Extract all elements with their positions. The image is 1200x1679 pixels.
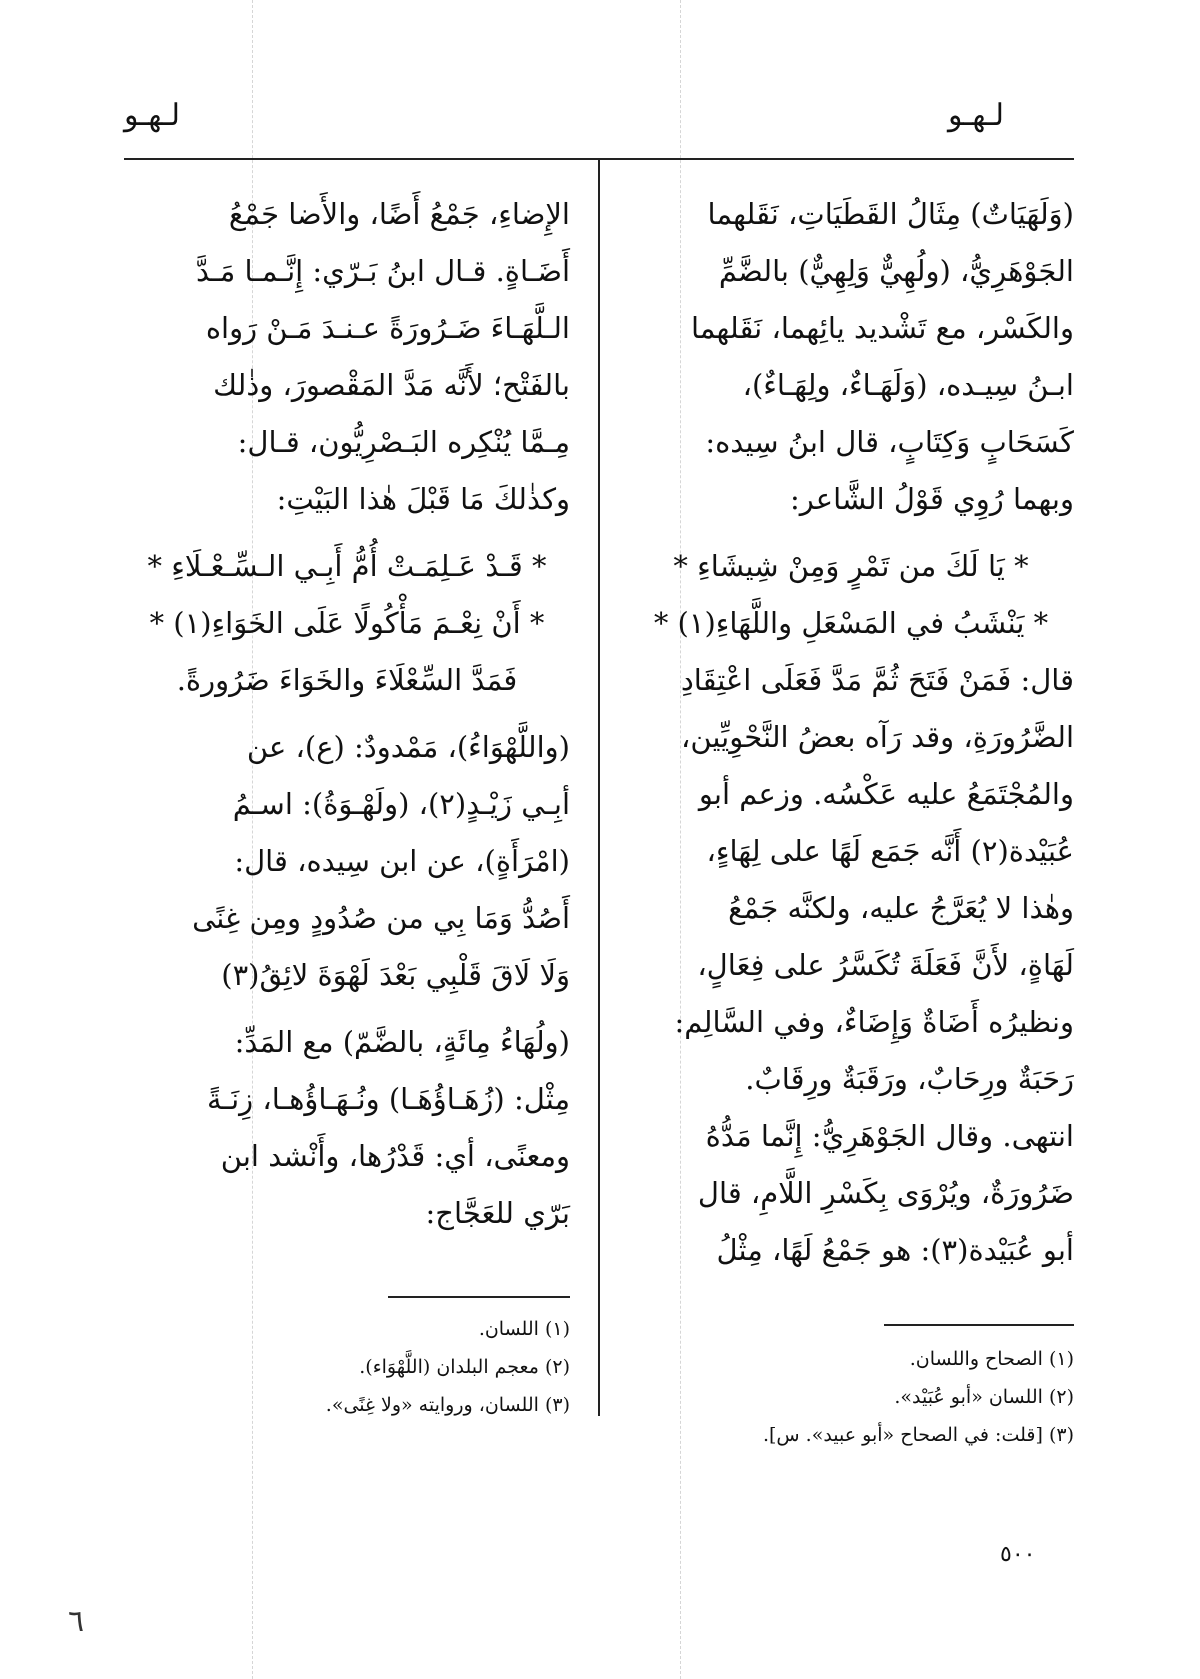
text-line: وبهما رُوِي قَوْلُ الشَّاعر: bbox=[790, 482, 1074, 516]
footnotes-right bbox=[628, 1340, 1074, 1454]
footnotes-left bbox=[124, 1310, 570, 1424]
text-line: مِثْل: (زُهَـاؤُهَـا) ونُـهَـاؤُهـا، زِنَـةً bbox=[207, 1082, 570, 1116]
text-line: بَرّي للعَجَّاج: bbox=[425, 1196, 570, 1230]
footnote: (٣) [قلت: في الصحاح «أبو عبيد». س]. bbox=[762, 1424, 1074, 1446]
page-number: ٥٠٠ bbox=[1000, 1542, 1036, 1567]
text-line: أبِـي زَيْـدٍ(٢)، (ولَهْـوَةُ): اسـمُ bbox=[232, 787, 570, 821]
verse-line: * يَا لَكَ من تَمْرٍ وَمِنْ شِيشَاءِ * bbox=[673, 549, 1029, 583]
text-line: مِـمَّا يُنْكِره البَـصْرِيُّون، قـال: bbox=[237, 425, 570, 459]
text-line: والكَسْر، مع تَشْديد يائِهما، نَقَلهما bbox=[690, 311, 1074, 345]
text-line: ابـنُ سِيـده، (وَلَهَـاءٌ، ولِهَـاءٌ)، bbox=[742, 368, 1074, 402]
text-line: ومعنًى، أي: قَدْرُها، وأَنْشد ابن bbox=[220, 1139, 570, 1173]
text-line: (ولُهَاءُ مِائَةٍ، بالضَّمّ) مع المَدِّ: bbox=[234, 1025, 570, 1059]
text-line: انتهى. وقال الجَوْهَرِيُّ: إِنَّما مَدُّهُ bbox=[705, 1119, 1074, 1153]
text-line: الجَوْهَرِيُّ، (ولُهِيٌّ وَلِهِيٌّ) بالضَّمِّ bbox=[718, 254, 1074, 288]
footnote: (٣) اللسان، وروايته «ولا غِنًى». bbox=[325, 1394, 570, 1416]
footnote: (٢) اللسان «أبو عُبَيْد». bbox=[894, 1386, 1074, 1408]
text-line: الـلَّهَـاءَ ضَـرُورَةً عـنـدَ مَـنْ رَواه bbox=[205, 311, 570, 345]
footnote-rule-right bbox=[884, 1324, 1074, 1326]
running-header-left: لـهـو bbox=[124, 98, 181, 133]
text-line: الإِضاءِ، جَمْعُ أَضًا، والأَضا جَمْعُ bbox=[228, 197, 570, 231]
text-line: رَحَبَةٌ ورِحَابٌ، ورَقَبَةٌ ورِقَابٌ. bbox=[745, 1062, 1074, 1096]
column-divider bbox=[598, 158, 600, 1416]
text-line: أبو عُبَيْدة(٣): هو جَمْعُ لَهًا، مِثْلُ bbox=[716, 1233, 1074, 1267]
text-line: أَضَـاةٍ. قـال ابنُ بَـرّي: إِنَّـمـا مَـدَّ bbox=[196, 254, 570, 288]
footnote-rule-left bbox=[388, 1296, 570, 1298]
footnote: (٢) معجم البلدان (اللَّهْوَاء). bbox=[359, 1356, 570, 1378]
verse-line: * قَـدْ عَـلِمَـتْ أُمُّ أَبِـي الـسِّـعْـلَاءِ * bbox=[147, 549, 547, 583]
left-column bbox=[124, 186, 570, 1242]
text-line: والمُجْتَمَعُ عليه عَكْسُه. وزعم أبو bbox=[698, 777, 1074, 811]
text-line: (امْرَأَةٍ)، عن ابن سِيده، قال: bbox=[234, 844, 570, 878]
text-line: ونظيرُه أَضَاةٌ وَإِضَاءٌ، وفي السَّالِم: bbox=[674, 1005, 1074, 1039]
text-line: كَسَحَابٍ وَكِتَابٍ، قال ابنُ سِيده: bbox=[705, 425, 1074, 459]
verse-line: * أَنْ نِعْـمَ مَأْكُولًا عَلَى الخَوَاءِ(١) * bbox=[149, 606, 545, 640]
poem-line: وَلَا لَاقَ قَلْبِي بَعْدَ لَهْوَةَ لائِقُ(٣) bbox=[221, 958, 570, 992]
right-column bbox=[628, 186, 1074, 1279]
text-line: عُبَيْدة(٢) أَنَّه جَمَع لَهًا على لِهَاءٍ، bbox=[706, 834, 1074, 868]
footnote: (١) الصحاح واللسان. bbox=[909, 1348, 1074, 1370]
text-line: بالفَتْح؛ لأَنَّه مَدَّ المَقْصورَ، وذٰلك bbox=[213, 368, 570, 402]
footnote: (١) اللسان. bbox=[478, 1318, 570, 1340]
text-line: وكذٰلكَ مَا قَبْلَ هٰذا البَيْتِ: bbox=[276, 482, 570, 516]
running-header-right: لـهـو bbox=[948, 98, 1005, 133]
text-line: فَمَدَّ السِّعْلَاءَ والخَوَاءَ ضَرُورةً. bbox=[176, 663, 518, 697]
text-line: قال: فَمَنْ فَتَحَ ثُمَّ مَدَّ فَعَلَى اعْتِقَادِ bbox=[680, 663, 1074, 697]
margin-mark: ٦ bbox=[68, 1604, 85, 1639]
text-line: (وَلَهَيَاتٌ) مِثَالُ القَطَيَاتِ، نَقَلهما bbox=[707, 197, 1074, 231]
text-line: ضَرُورَةٌ، ويُرْوَى بِكَسْرِ اللَّامِ، قال bbox=[697, 1176, 1074, 1210]
text-line: وهٰذا لا يُعَرَّجُ عليه، ولكنَّه جَمْعُ bbox=[728, 891, 1074, 925]
text-line: (واللَّهْوَاءُ)، مَمْدودٌ: (ع)، عن bbox=[246, 730, 570, 764]
poem-line: أَصُدُّ وَمَا بِي من صُدُودٍ ومِن غِنًى bbox=[192, 901, 570, 935]
text-line: لَهَاةٍ، لأَنَّ فَعَلَةَ تُكَسَّرُ على فِعَالٍ، bbox=[697, 948, 1074, 982]
verse-line: * يَنْشَبُ في المَسْعَلِ واللَّهَاءِ(١) * bbox=[653, 606, 1049, 640]
text-line: الضَّرُورَةِ، وقد رَآه بعضُ النَّحْوِيِّين، bbox=[680, 720, 1074, 754]
